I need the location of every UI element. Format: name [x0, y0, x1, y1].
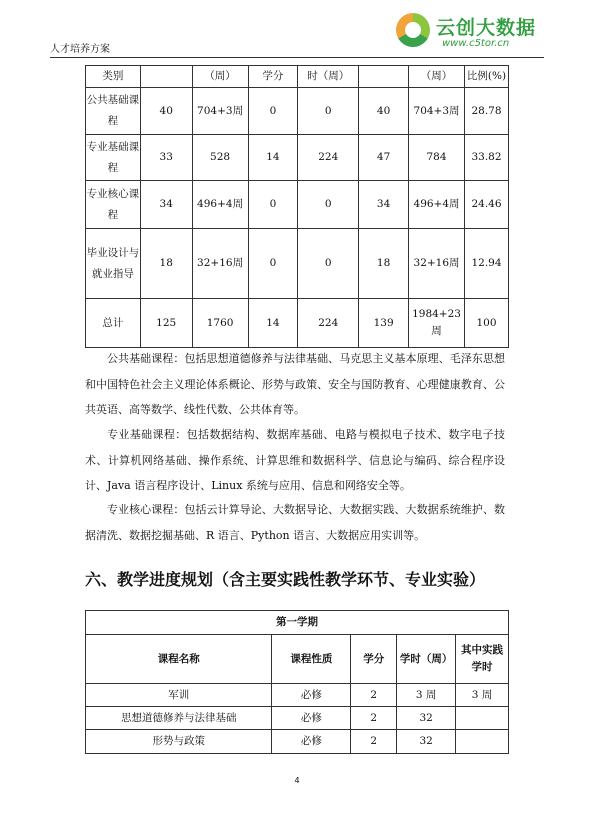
- table-cell: 14: [248, 135, 298, 181]
- table-header-cell: 学时（周）: [397, 635, 456, 684]
- table-cell: 学分: [248, 66, 298, 88]
- table-cell: 军训: [86, 684, 272, 707]
- table-cell: 14: [248, 299, 298, 348]
- header-title: 人才培养方案: [50, 44, 110, 55]
- table-row: [86, 707, 509, 730]
- table-cell: 1984+23周: [409, 299, 465, 348]
- table-header-cell: 其中实践学时: [456, 635, 509, 684]
- table-cell: 公共基础课程: [86, 88, 141, 135]
- table-cell: 2: [351, 707, 397, 730]
- logo-icon: [396, 13, 430, 47]
- table-row: [86, 181, 509, 229]
- section-heading: 六、教学进度规划（含主要实践性教学环节、专业实验）: [85, 570, 486, 589]
- table-row: [86, 229, 509, 299]
- table-cell: [456, 730, 509, 754]
- table-header-cell: 课程名称: [86, 635, 272, 684]
- table-cell: 28.78: [465, 88, 509, 135]
- table-cell: 0: [298, 88, 359, 135]
- table-cell: 34: [359, 181, 409, 229]
- table-cell: 704+3周: [409, 88, 465, 135]
- table-cell: 12.94: [465, 229, 509, 299]
- table-row: [86, 611, 509, 635]
- table-row: [86, 684, 509, 707]
- table-cell: 224: [298, 299, 359, 348]
- table-cell: 47: [359, 135, 409, 181]
- table-cell: 32: [397, 707, 456, 730]
- table-cell: 形势与政策: [86, 730, 272, 754]
- table-cell: 496+4周: [192, 181, 248, 229]
- table-cell: 2: [351, 684, 397, 707]
- table-cell: （周）: [409, 66, 465, 88]
- table-cell: [140, 66, 192, 88]
- table-header-cell: 学分: [351, 635, 397, 684]
- page-number: 4: [294, 776, 300, 785]
- company-logo: [396, 13, 556, 55]
- table-cell: [359, 66, 409, 88]
- table-row: [86, 299, 509, 348]
- table-cell: 毕业设计与就业指导: [86, 229, 141, 299]
- table-cell: 100: [465, 299, 509, 348]
- paragraph-public-courses: 公共基础课程：包括思想道德修养与法律基础、马克思主义基本原理、毛泽东思想和中国特色社会主义理论体系概论、形势与政策、安全与国防教育、心理健康教育、公共英语、高等数学、线性代数、公共体育等。: [85, 352, 505, 416]
- header-rule: [50, 57, 544, 58]
- table-cell: 3 周: [456, 684, 509, 707]
- table-cell: 时（周）: [298, 66, 359, 88]
- table-cell: 必修: [272, 684, 351, 707]
- table-cell: 125: [140, 299, 192, 348]
- semester-title: 第一学期: [86, 611, 509, 635]
- table-cell: 0: [298, 229, 359, 299]
- table-row: [86, 635, 509, 684]
- schedule-table: [85, 610, 509, 754]
- table-cell: 类别: [86, 66, 141, 88]
- table-cell: 139: [359, 299, 409, 348]
- table-cell: 18: [359, 229, 409, 299]
- table-cell: 0: [248, 181, 298, 229]
- table-cell: 224: [298, 135, 359, 181]
- table-cell: 528: [192, 135, 248, 181]
- table-cell: [456, 707, 509, 730]
- table-cell: 思想道德修养与法律基础: [86, 707, 272, 730]
- table-cell: 24.46: [465, 181, 509, 229]
- table-header-cell: 课程性质: [272, 635, 351, 684]
- table-row: [86, 730, 509, 754]
- credit-summary-table: [85, 65, 509, 348]
- table-cell: 18: [140, 229, 192, 299]
- table-cell: 0: [248, 229, 298, 299]
- table-cell: 496+4周: [409, 181, 465, 229]
- table-cell: 34: [140, 181, 192, 229]
- table-cell: 0: [248, 88, 298, 135]
- table-cell: 32: [397, 730, 456, 754]
- table-cell: 32+16周: [409, 229, 465, 299]
- table-cell: 40: [359, 88, 409, 135]
- table-cell: 704+3周: [192, 88, 248, 135]
- table-cell: 1760: [192, 299, 248, 348]
- table-cell: 3 周: [397, 684, 456, 707]
- table-cell: 2: [351, 730, 397, 754]
- table-cell: （周）: [192, 66, 248, 88]
- table-cell: 必修: [272, 707, 351, 730]
- table-cell: 33.82: [465, 135, 509, 181]
- table-cell: 专业核心课程: [86, 181, 141, 229]
- paragraph-major-basic-courses: 专业基础课程：包括数据结构、数据库基础、电路与模拟电子技术、数字电子技术、计算机网络基础、操作系统、计算思维和数据科学、信息论与编码、综合程序设计、Java 语言程序设计、Linux 系统与应用、信息和网络安全等。: [85, 428, 505, 492]
- table-cell: 必修: [272, 730, 351, 754]
- table-row: [86, 135, 509, 181]
- table-cell: 33: [140, 135, 192, 181]
- table-row: [86, 66, 509, 88]
- table-cell: 比例(%): [465, 66, 509, 88]
- table-cell: 32+16周: [192, 229, 248, 299]
- table-cell: 专业基础课程: [86, 135, 141, 181]
- logo-url: www.c5tor.cn: [442, 38, 510, 49]
- paragraph-major-core-courses: 专业核心课程：包括云计算导论、大数据导论、大数据实践、大数据系统维护、数据清洗、数据挖掘基础、R 语言、Python 语言、大数据应用实训等。: [85, 503, 505, 542]
- table-cell: 784: [409, 135, 465, 181]
- table-cell: 0: [298, 181, 359, 229]
- table-cell: 总计: [86, 299, 141, 348]
- logo-name: 云创大数据: [436, 17, 537, 39]
- table-cell: 40: [140, 88, 192, 135]
- table-row: [86, 88, 509, 135]
